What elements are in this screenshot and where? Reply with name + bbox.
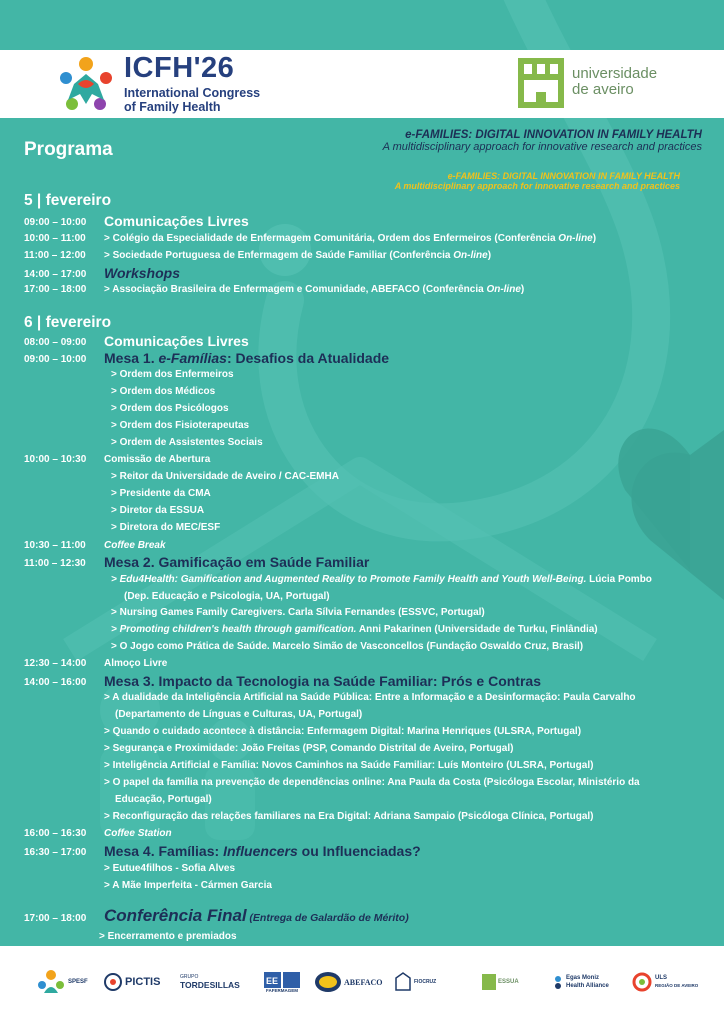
university-name-line2: de aveiro (572, 81, 634, 98)
spesf-logo-icon (36, 967, 66, 997)
list-item: > Ordem dos Médicos (111, 386, 216, 397)
header-bar (0, 50, 724, 118)
list-item: > Ordem dos Fisioterapeutas (111, 420, 250, 431)
final-conference-title: Conferência Final (104, 906, 247, 925)
list-item: > Reitor da Universidade de Aveiro / CAC-EMHA (111, 471, 339, 482)
row-time: 11:00 – 12:30 (24, 558, 86, 569)
list-item: > Quando o cuidado acontece à distância: Enfermagem Digital: Marina Henriques (ULSRA, Portugal) (104, 726, 582, 737)
list-item: > Edu4Health: Gamification and Augmented Reality to Promote Family Health and Youth Well-Being. Lúcia Pombo (111, 574, 652, 585)
list-item: > Diretor da ESSUA (111, 505, 205, 516)
svg-text:EE: EE (265, 975, 279, 986)
list-item: > Eutue4filhos - Sofia Alves (104, 863, 236, 874)
list-item: > Ordem dos Psicólogos (111, 403, 229, 414)
row-text: Workshops (104, 265, 180, 281)
tagline-gold-subtitle: A multidisciplinary approach for innovative research and practices (394, 181, 680, 191)
list-item: > Inteligência Artificial e Família: Novos Caminhos na Saúde Familiar: Luís Monteiro (ULSRA, Portugal) (104, 760, 594, 771)
row-time: 17:00 – 18:00 (24, 913, 87, 924)
tagline-main-subtitle: A multidisciplinary approach for innovative research and practices (382, 141, 702, 153)
row-time: 08:00 – 09:00 (24, 337, 87, 348)
row-text: Comunicações Livres (104, 333, 249, 349)
sponsor-fafermagem: EE FAFERMAGEM (264, 962, 300, 1002)
sponsor-egas-moniz: Egas Moniz Health Alliance (552, 962, 609, 1002)
essua-logo-icon (482, 974, 496, 990)
list-item: > O papel da família na prevenção de dependências online: Ana Paula da Costa (Psicóloga Escolar, Ministério da (104, 777, 640, 788)
sponsor-spesf: SPESF (36, 962, 88, 1002)
day1-heading: 5 | fevereiro (24, 192, 112, 209)
sponsor-pictis: PICTIS (104, 962, 160, 1002)
list-item: > Presidente da CMA (111, 488, 211, 499)
row-text: Mesa 2. Gamificação em Saúde Familiar (104, 554, 370, 570)
row-time: 14:00 – 16:00 (24, 677, 87, 688)
pictis-logo-icon (104, 973, 122, 991)
icfh-family-logo-icon (54, 54, 118, 114)
egas-moniz-logo-icon (552, 975, 564, 989)
fiocruz-logo-icon (394, 972, 412, 992)
row-text (104, 906, 409, 926)
fafermagem-logo-icon (264, 972, 300, 988)
congress-name: ICFH'26 (124, 52, 235, 84)
list-item-continuation: Educação, Portugal) (115, 794, 212, 805)
sponsor-fiocruz: FIOCRUZ (394, 962, 436, 1002)
sponsor-footer (0, 946, 724, 1024)
row-text: Mesa 3. Impacto da Tecnologia na Saúde Familiar: Prós e Contras (104, 673, 541, 689)
row-time: 09:00 – 10:00 (24, 217, 87, 228)
row-text: > Associação Brasileira de Enfermagem e Comunidade, ABEFACO (Conferência On-line) (104, 284, 525, 295)
list-item-continuation: (Dep. Educação e Psicologia, UA, Portugal) (124, 591, 330, 602)
tagline-main-title: e-FAMILIES: DIGITAL INNOVATION IN FAMILY HEALTH (405, 129, 702, 141)
abefaco-logo-icon (314, 970, 342, 994)
congress-subtitle-line1: International Congress (124, 86, 261, 100)
row-text: Comunicações Livres (104, 213, 249, 229)
list-item: > Ordem de Assistentes Sociais (111, 437, 263, 448)
tagline-gold-title: e-FAMILIES: DIGITAL INNOVATION IN FAMILY HEALTH (447, 171, 680, 181)
uls-logo-icon (632, 972, 652, 992)
row-text: > Sociedade Portuguesa de Enfermagem de Saúde Familiar (Conferência On-line) (104, 250, 492, 261)
row-time: 11:00 – 12:00 (24, 250, 86, 261)
final-conference-subtitle: (Entrega de Galardão de Mérito) (249, 912, 409, 924)
congress-subtitle (124, 86, 260, 114)
list-item: > Diretora do MEC/ESF (111, 522, 221, 533)
row-text: Mesa 4. Famílias: Influencers ou Influenciadas? (104, 843, 421, 859)
list-item: > A Mãe Imperfeita - Cármen Garcia (104, 880, 272, 891)
row-text: Mesa 1. e-Famílias: Desafios da Atualidade (104, 350, 390, 366)
list-item: > Ordem dos Enfermeiros (111, 369, 234, 380)
row-time: 10:30 – 11:00 (24, 540, 86, 551)
tagline-main (383, 129, 702, 153)
row-text: Coffee Station (104, 828, 172, 839)
list-item: > Segurança e Proximidade: João Freitas (PSP, Comando Distrital de Aveiro, Portugal) (104, 743, 514, 754)
day2-heading: 6 | fevereiro (24, 314, 112, 331)
page-title: Programa (24, 139, 113, 160)
row-time: 16:00 – 16:30 (24, 828, 87, 839)
list-item: > Nursing Games Family Caregivers. Carla Sílvia Fernandes (ESSVC, Portugal) (111, 607, 485, 618)
list-item: > O Jogo como Prática de Saúde. Marcelo Simão de Vasconcellos (Fundação Oswaldo Cruz, Brasil) (111, 641, 584, 652)
university-name-line1: universidade (572, 65, 658, 82)
row-text: > Colégio da Especialidade de Enfermagem Comunitária, Ordem dos Enfermeiros (Conferência On-line) (104, 233, 597, 244)
sponsor-essua: ESSUA (482, 962, 519, 1002)
sponsor-abefaco: ABEFACO (314, 962, 383, 1002)
row-time: 14:00 – 17:00 (24, 269, 87, 280)
list-item: > Reconfiguração das relações familiares na Era Digital: Adriana Sampaio (Psicóloga Clínica, Portugal) (104, 811, 594, 822)
university-aveiro-logo-icon (518, 58, 564, 108)
list-item-continuation: (Departamento de Línguas e Culturas, UA, Portugal) (115, 709, 363, 720)
row-time: 10:00 – 10:30 (24, 454, 87, 465)
sponsor-uls-aveiro: ULS REGIÃO DE AVEIRO (632, 962, 698, 1002)
list-item: > Promoting children's health through gamification. Anni Pakarinen (Universidade de Turku, Finlândia) (111, 624, 598, 635)
row-time: 12:30 – 14:00 (24, 658, 87, 669)
sponsor-tordesillas: GRUPO TORDESILLAS (180, 974, 240, 990)
list-item: > Encerramento e premiados (99, 931, 237, 942)
row-time: 17:00 – 18:00 (24, 284, 87, 295)
congress-subtitle-line2: of Family Health (124, 100, 221, 114)
tagline-gold (395, 171, 680, 191)
row-text: Comissão de Abertura (104, 454, 211, 465)
row-text: Coffee Break (104, 540, 166, 551)
row-time: 09:00 – 10:00 (24, 354, 87, 365)
row-text: Almoço Livre (104, 658, 168, 669)
list-item: > A dualidade da Inteligência Artificial na Saúde Pública: Entre a Informação e a Desinformação: Paula Carvalho (104, 692, 636, 703)
row-time: 16:30 – 17:00 (24, 847, 87, 858)
row-time: 10:00 – 11:00 (24, 233, 86, 244)
university-name (572, 66, 657, 98)
